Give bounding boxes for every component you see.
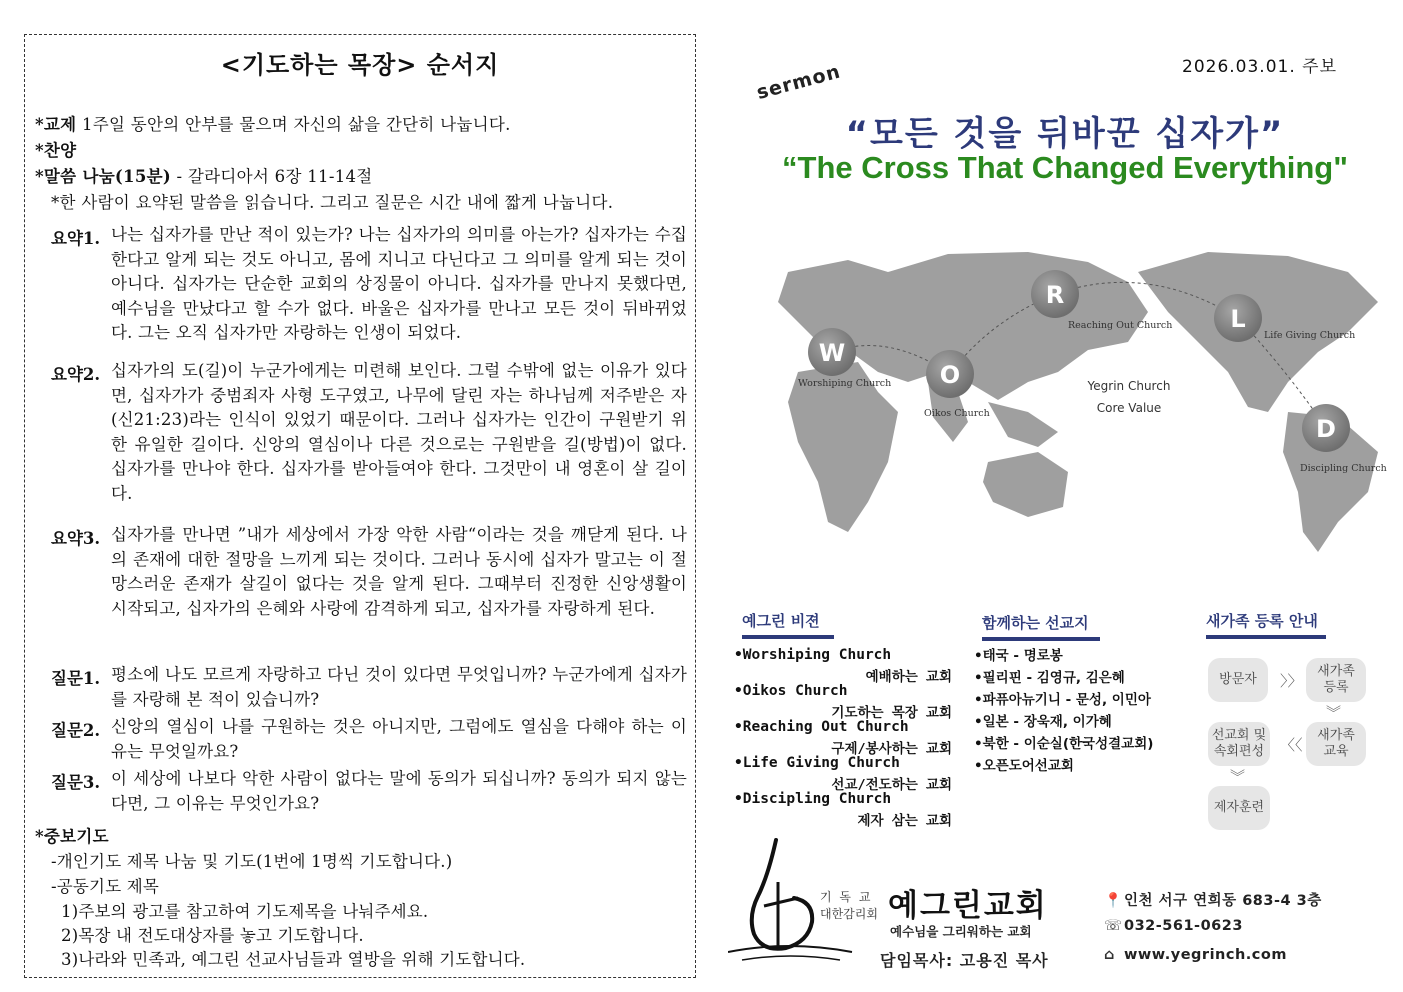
intercession-label: *중보기도: [35, 827, 109, 846]
australia-shape: [983, 452, 1068, 517]
newcomer-heading: 새가족 등록 안내: [1206, 610, 1326, 639]
location-pin-icon: 📍: [1104, 893, 1123, 909]
mission-item-4: •일본 - 장욱재, 이가혜: [974, 714, 1112, 730]
flow-register: [1306, 658, 1366, 702]
intercession-line-5: 3)나라와 민족과, 예그린 선교사님들과 열방을 위해 기도합니다.: [61, 950, 526, 969]
sermon-tag: sermon: [754, 60, 844, 104]
sermon-title-en: “The Cross That Changed Everything": [782, 150, 1348, 185]
vision-item-1-ko: 예배하는 교회: [865, 669, 952, 685]
question-2-text: 신앙의 열심이 나를 구원하는 것은 아니지만, 그럼에도 열심을 다해야 하는 이유는 무엇일까요?: [111, 717, 687, 761]
word-line: [35, 163, 373, 187]
flow-assign-line-1: 선교회 및: [1211, 728, 1267, 743]
flow-assign-line-2: 속회편성: [1213, 744, 1265, 759]
intercession-line-4: 2)목장 내 전도대상자를 놓고 기도합니다.: [61, 926, 364, 945]
address-line: [1104, 889, 1322, 910]
map-center-line-1: Yegrin Church: [1087, 379, 1171, 393]
mission-item-3: •파퓨아뉴기니 - 문성, 이민아: [974, 692, 1151, 708]
word-label: *말씀 나눔(15분): [35, 167, 171, 186]
phone-text: 032-561-0623: [1124, 918, 1243, 934]
vision-item-5-ko: 제자 삼는 교회: [857, 813, 952, 829]
flow-arrow-right: 〉〉: [1280, 672, 1303, 690]
denomination-line-1: 기 독 교: [820, 890, 873, 904]
pastor-name: 담임목사: 고용진 목사: [880, 951, 1049, 970]
summary-3-label: 요약3.: [51, 529, 101, 548]
bulletin-date: 2026.03.01. 주보: [1182, 57, 1337, 77]
vision-item-5-en: •Discipling Church: [734, 791, 892, 807]
fellowship-label: *교제: [35, 115, 77, 134]
address-text: 인천 서구 연희동 683-4 3층: [1124, 893, 1322, 909]
summary-1-text: 나는 십자가를 만난 적이 있는가? 나는 십자가의 의미를 아는가? 십자가는 수집한다고 알게 되는 것도 아니고, 몸에 지니고 다닌다고 그 의미를 알게 되는 것이 아니다. 십자가는 단순한 교회의 상징물이 아니다. 십자가를 만나지 못했다면, 예수님을 만났다고 할 수가 없다. 바울은 십자가를 만나고 모든 것이 뒤바뀌었다. 그는 오직 십자가만 자랑하는 인생이 되었다.: [111, 225, 687, 342]
intercession-line-2: -공동기도 제목: [51, 877, 160, 896]
home-icon: ⌂: [1104, 947, 1115, 963]
flow-visitor: 방문자: [1208, 658, 1268, 702]
order-of-service-panel: [24, 34, 696, 978]
flow-register-line-1: 새가족: [1317, 664, 1355, 679]
vision-item-1-en: •Worshiping Church: [734, 647, 892, 663]
mission-item-1: •태국 - 명로봉: [974, 648, 1063, 664]
vision-item-2-en: •Oikos Church: [734, 683, 848, 699]
vision-item-3-en: •Reaching Out Church: [734, 719, 909, 735]
letter-l: L: [1230, 305, 1246, 333]
church-slogan: 예수님을 그리워하는 교회: [890, 924, 1032, 939]
phone-icon: ☏: [1104, 918, 1123, 934]
summary-3-text: 십자가를 만나면 ”내가 세상에서 가장 악한 사람“이라는 것을 깨닫게 된다. 나의 존재에 대한 절망을 느끼게 되는 것이다. 그러나 동시에 십자가 말고는 이 절망스러운 존재가 살길이 없다는 것을 알게 된다. 그때부터 진정한 신앙생활이 시작되고, 십자가의 은혜와 사랑에 감격하게 되고, 십자가를 자랑하게 된다.: [111, 525, 687, 618]
flow-arrow-down-1: ︾: [1326, 704, 1342, 722]
letter-r: R: [1045, 281, 1065, 309]
summary-2-text: 십자가의 도(길)이 누군가에게는 미련해 보인다. 그럴 수밖에 없는 이유가 있다면, 십자가가 중범죄자 사형 도구였고, 나무에 달린 자는 하나님께 저주받은 자(신21:23)라는 인식이 있었기 때문이다. 그러나 십자가는 인간이 구원받기 위한 유일한 길이다. 신앙의 열심이나 다른 것으로는 구원받을 길(방법)이 없다. 십자가를 만나야 한다. 십자가를 받아들여야 한다. 그것만이 내 영혼이 살 길이다.: [111, 361, 687, 503]
flow-register-line-2: 등록: [1323, 680, 1349, 695]
question-3-text: 이 세상에 나보다 악한 사람이 없다는 말에 동의가 되십니까? 동의가 되지 않는다면, 그 이유는 무엇인가요?: [111, 769, 687, 813]
website-line[interactable]: [1104, 947, 1287, 963]
flow-education-line-1: 새가족: [1317, 728, 1355, 743]
caption-l: Life Giving Church: [1264, 330, 1356, 341]
caption-d: Discipling Church: [1300, 463, 1387, 474]
flow-education: [1306, 722, 1366, 766]
caption-w: Worshiping Church: [798, 378, 892, 389]
summary-2-label: 요약2.: [51, 365, 101, 384]
vision-item-2-ko: 기도하는 목장 교회: [831, 705, 952, 721]
letter-d: D: [1316, 415, 1336, 443]
phone-line: [1104, 918, 1243, 934]
vision-item-3-ko: 구제/봉사하는 교회: [831, 741, 952, 757]
question-3-label: 질문3.: [51, 773, 101, 792]
summary-1-label: 요약1.: [51, 229, 101, 248]
fellowship-line: [35, 111, 511, 135]
world-map: [728, 232, 1400, 572]
vision-item-4-en: •Life Giving Church: [734, 755, 900, 771]
praise-label: *찬양: [35, 141, 77, 160]
denomination-line-2: 대한감리회: [820, 907, 878, 921]
letter-o: O: [939, 361, 961, 389]
flow-assign: [1208, 722, 1270, 766]
letter-w: W: [818, 339, 846, 367]
mission-item-6: •오픈도어선교회: [974, 758, 1074, 774]
vision-item-4-ko: 선교/전도하는 교회: [831, 777, 952, 793]
vision-heading: 예그린 비젼: [742, 610, 834, 639]
flow-discipleship: 제자훈련: [1208, 786, 1270, 830]
question-2-label: 질문2.: [51, 721, 101, 740]
missions-heading: 함께하는 선교지: [982, 612, 1100, 641]
church-name: 예그린교회: [888, 888, 1048, 924]
se-asia-shape: [988, 402, 1058, 447]
caption-r: Reaching Out Church: [1068, 320, 1173, 331]
caption-o: Oikos Church: [924, 408, 990, 419]
word-note: *한 사람이 요약된 말씀을 읽습니다. 그리고 질문은 시간 내에 짧게 나눕니다.: [51, 193, 614, 212]
flow-arrow-down-2: ︾: [1230, 768, 1246, 786]
flow-arrow-left: 〈〈: [1280, 736, 1303, 754]
question-1-label: 질문1.: [51, 669, 101, 688]
word-text: - 갈라디아서 6장 11-14절: [170, 167, 373, 186]
fellowship-text: 1주일 동안의 안부를 물으며 자신의 삶을 간단히 나눕니다.: [76, 115, 511, 134]
mission-item-2: •필리핀 - 김영규, 김은혜: [974, 670, 1125, 686]
intercession-line-1: -개인기도 제목 나눔 및 기도(1번에 1명씩 기도합니다.): [51, 852, 453, 871]
flow-education-line-2: 교육: [1323, 744, 1349, 759]
question-1-text: 평소에 나도 모르게 자랑하고 다닌 것이 있다면 무엇입니까? 누군가에게 십자가를 자랑해 본 적이 있습니까?: [111, 665, 687, 709]
map-center-line-2: Core Value: [1096, 401, 1162, 415]
mission-item-5: •북한 - 이순실(한국성결교회): [974, 736, 1154, 752]
sermon-title-ko: “모든 것을 뒤바꾼 십자가”: [845, 114, 1285, 154]
order-title: <기도하는 목장> 순서지: [220, 51, 500, 79]
intercession-line-3: 1)주보의 광고를 참고하여 기도제목을 나눠주세요.: [61, 902, 429, 921]
website-link[interactable]: www.yegrinch.com: [1124, 947, 1287, 963]
